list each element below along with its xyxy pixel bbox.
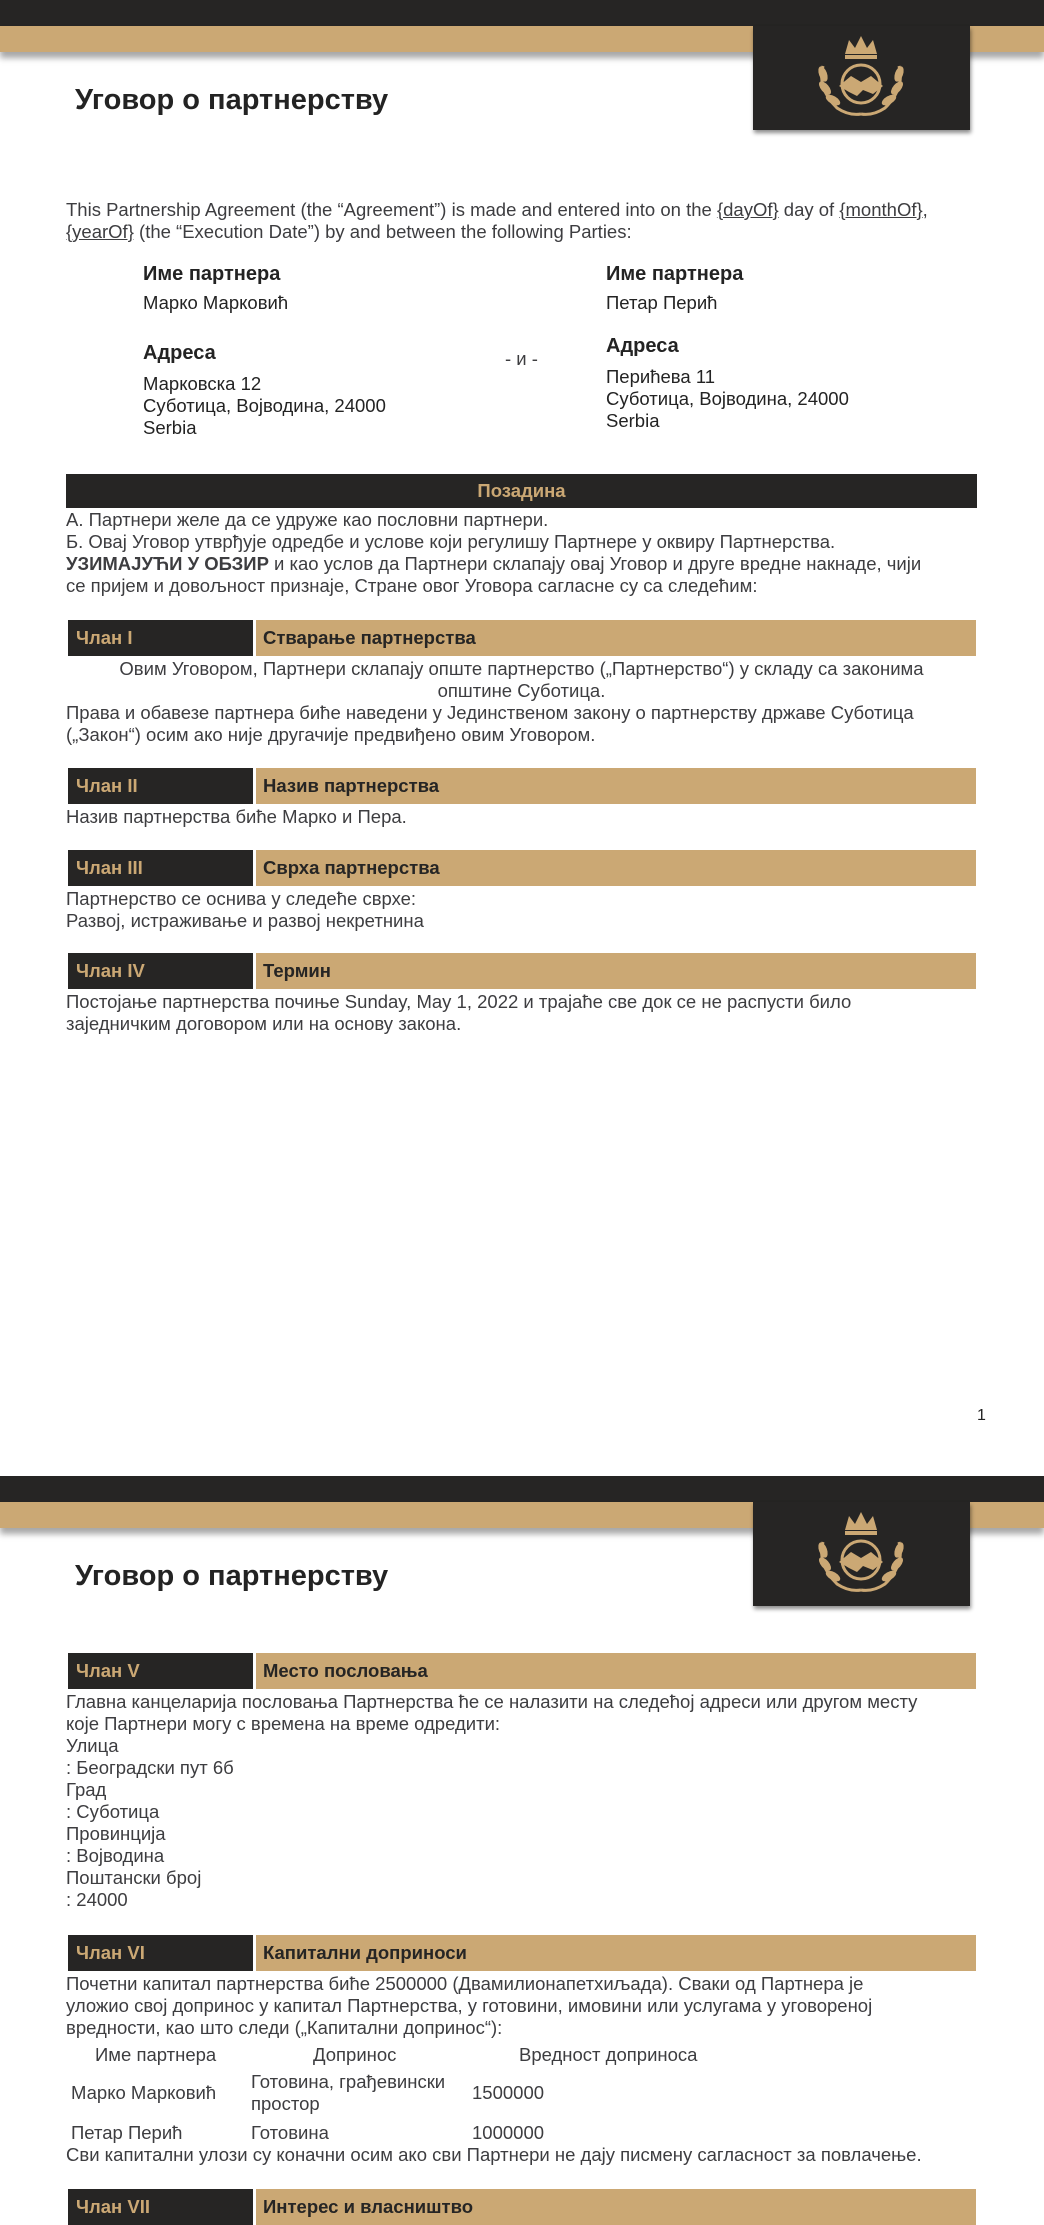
whereas-line-1: и као услов да Партнери склапају овај Уговор и друге вредне накнаде, чији: [268, 553, 922, 574]
party-right-name: Петар Перић: [606, 292, 718, 313]
party-left-address-2: Суботица, Војводина, 24000: [143, 395, 386, 416]
article-6-line-1: Почетни капитал партнерства биће 2500000 (Двамилионапетхиљада). Сваки од Партнера је: [66, 1973, 864, 1994]
row-1-value: 1500000: [472, 2082, 545, 2103]
article-5-title: Место пословања: [256, 1653, 976, 1689]
article-2-title: Назив партнерства: [256, 768, 976, 804]
intro-paragraph: [66, 199, 981, 243]
article-3-title: Сврха партнерства: [256, 850, 976, 886]
article-4-line-1: Постојање партнерства почиње Sunday, May 1, 2022 и трајаће све док се не распусти било: [66, 991, 852, 1012]
article-7-title: Интерес и власништво: [256, 2189, 976, 2225]
article-2-header: [68, 768, 976, 804]
year-placeholder: {yearOf}: [66, 221, 134, 242]
party-left-name: Марко Марковић: [143, 292, 289, 313]
party-left-name-label: Име партнера: [143, 263, 281, 285]
party-right-address-2: Суботица, Војводина, 24000: [606, 388, 849, 409]
background-line-b: Б. Овај Уговор утврђује одредбе и услове који регулишу Партнере у оквиру Партнерства.: [66, 531, 836, 552]
street-value: : Београдски пут 6б: [66, 1757, 234, 1778]
table-header-name: Име партнера: [95, 2044, 217, 2065]
intro-text-4: (the “Execution Date”) by and between the following Parties:: [133, 221, 632, 242]
document-title: Уговор о партнерству: [75, 1560, 389, 1592]
party-right-name-label: Име партнера: [606, 263, 744, 285]
article-4-line-2: заједничким договором или на основу закона.: [66, 1013, 462, 1034]
article-3-line-2: Развој, истраживање и развој некретнина: [66, 910, 424, 931]
article-7-number: Члан VII: [68, 2189, 253, 2225]
party-separator: - и -: [505, 348, 538, 369]
article-4-number: Члан IV: [68, 953, 253, 989]
party-right-address-1: Перићева 11: [606, 366, 716, 387]
article-6-after-table: Сви капитални улози су коначни осим ако сви Партнери не дају писмену сагласност за повлачење.: [66, 2144, 922, 2165]
whereas-paragraph: [66, 553, 986, 597]
article-1-centered-1: Овим Уговором, Партнери склапају опште партнерство („Партнерство“) у складу са законима: [119, 658, 924, 679]
month-placeholder: {monthOf}: [839, 199, 923, 220]
party-left-address-1: Марковска 12: [143, 373, 262, 394]
row-1-name: Марко Марковић: [71, 2082, 217, 2103]
party-left-address-3: Serbia: [143, 417, 197, 438]
article-5-header: [68, 1653, 976, 1689]
province-label: Провинција: [66, 1823, 166, 1844]
row-2-name: Петар Перић: [71, 2122, 183, 2143]
article-6-line-3: вредности, као што следи („Капитални допринос“):: [66, 2017, 503, 2038]
article-7-header: [68, 2189, 976, 2225]
article-1-number: Члан I: [68, 620, 253, 656]
row-1-contribution-1: Готовина, грађевински: [251, 2071, 446, 2092]
city-value: : Суботица: [66, 1801, 160, 1822]
table-header-contribution: Допринос: [313, 2044, 397, 2065]
table-header-value: Вредност доприноса: [519, 2044, 698, 2065]
article-2-line-1: Назив партнерства биће Марко и Пера.: [66, 806, 407, 827]
document-title: Уговор о партнерству: [75, 84, 389, 116]
article-5-line-2: које Партнери могу с времена на време одредити:: [66, 1713, 501, 1734]
article-3-header: [68, 850, 976, 886]
party-right-address-label: Адреса: [606, 335, 679, 357]
crown-handshake-logo-icon: [753, 1502, 970, 1606]
article-6-number: Члан VI: [68, 1935, 253, 1971]
header-dark-band: [0, 1476, 1044, 1502]
party-left-address-label: Адреса: [143, 342, 216, 364]
city-label: Град: [66, 1779, 107, 1800]
page-number: 1: [977, 1407, 986, 1424]
article-6-title: Капитални доприноси: [256, 1935, 976, 1971]
article-3-number: Члан III: [68, 850, 253, 886]
logo-box: [753, 1502, 970, 1606]
intro-text-2: day of: [778, 199, 840, 220]
background-line-a: А. Партнери желе да се удруже као пословни партнери.: [66, 509, 549, 530]
crown-handshake-logo-icon: [753, 26, 970, 130]
article-5-number: Члан V: [68, 1653, 253, 1689]
background-heading: Позадина: [66, 474, 977, 508]
article-6-line-2: уложио свој допринос у капитал Партнерства, у готовини, имовини или услугама у уговореној: [66, 1995, 873, 2016]
article-6-header: [68, 1935, 976, 1971]
intro-text-1: This Partnership Agreement (the “Agreement”) is made and entered into on the: [66, 199, 717, 220]
article-1-line-1: Права и обавезе партнера биће наведени у Јединственом закону о партнерству државе Суботица: [66, 702, 914, 723]
article-5-line-1: Главна канцеларија пословања Партнерства ће се налазити на следећој адреси или другом месту: [66, 1691, 918, 1712]
article-2-number: Члан II: [68, 768, 253, 804]
province-value: : Војводина: [66, 1845, 165, 1866]
row-2-value: 1000000: [472, 2122, 545, 2143]
postal-label: Поштански број: [66, 1867, 202, 1888]
article-3-line-1: Партнерство се оснива у следеће сврхе:: [66, 888, 417, 909]
article-1-header: [68, 620, 976, 656]
intro-text-3: ,: [922, 199, 928, 220]
article-1-line-2: („Закон“) осим ако није другачије предвиђено овим Уговором.: [66, 724, 596, 745]
header-dark-band: [0, 0, 1044, 26]
party-right-address-3: Serbia: [606, 410, 660, 431]
article-4-header: [68, 953, 976, 989]
row-2-contribution-1: Готовина: [251, 2122, 329, 2143]
article-1-centered-2: општине Суботица.: [437, 680, 606, 701]
whereas-line-2: се пријем и довољност признаје, Стране овог Уговора сагласне су са следећим:: [66, 575, 758, 596]
row-1-contribution-2: простор: [251, 2093, 320, 2114]
logo-box: [753, 26, 970, 130]
article-1-title: Стварање партнерства: [256, 620, 976, 656]
postal-value: : 24000: [66, 1889, 128, 1910]
whereas-bold: УЗИМАЈУЋИ У ОБЗИР: [66, 553, 269, 574]
street-label: Улица: [66, 1735, 119, 1756]
day-placeholder: {dayOf}: [716, 199, 779, 220]
article-4-title: Термин: [256, 953, 976, 989]
